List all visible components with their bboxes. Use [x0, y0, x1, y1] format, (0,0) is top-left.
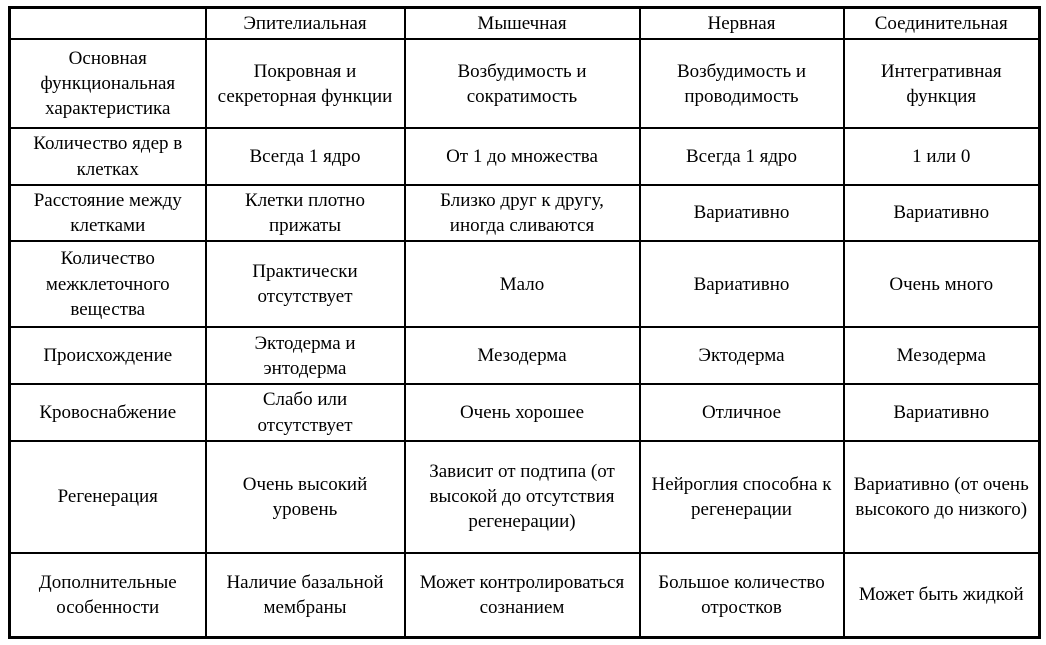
- table-cell: Возбудимость и проводимость: [640, 39, 844, 128]
- table-cell: Нейроглия способна к регенерации: [640, 441, 844, 553]
- table-cell: Эктодерма: [640, 327, 844, 384]
- row-header: Количество ядер в клетках: [10, 128, 206, 185]
- table-row: [10, 441, 1040, 553]
- row-header: Происхождение: [10, 327, 206, 384]
- table-row: [10, 553, 1040, 638]
- table-cell: Очень высокий уровень: [206, 441, 405, 553]
- table-row: [10, 39, 1040, 128]
- table-cell: Покровная и секреторная функции: [206, 39, 405, 128]
- column-header-nervous: Нервная: [640, 8, 844, 40]
- table-body: [10, 39, 1040, 638]
- table-cell: Мало: [405, 241, 640, 327]
- row-header: Дополнительные особенности: [10, 553, 206, 638]
- column-header-connective: Соединительная: [844, 8, 1040, 40]
- table-cell: Может быть жидкой: [844, 553, 1040, 638]
- row-header: Количество межклеточного вещества: [10, 241, 206, 327]
- table-cell: Зависит от подтипа (от высокой до отсутствия регенерации): [405, 441, 640, 553]
- row-header: Основная функциональная характеристика: [10, 39, 206, 128]
- table-cell: Большое количество отростков: [640, 553, 844, 638]
- table-row: [10, 185, 1040, 242]
- table-cell: Эктодерма и энтодерма: [206, 327, 405, 384]
- table-cell: Наличие базальной мембраны: [206, 553, 405, 638]
- table-cell: Слабо или отсутствует: [206, 384, 405, 441]
- table-row: [10, 384, 1040, 441]
- table-cell: Вариативно: [640, 241, 844, 327]
- table-cell: От 1 до множества: [405, 128, 640, 185]
- column-header-muscular: Мышечная: [405, 8, 640, 40]
- row-header: Расстояние между клетками: [10, 185, 206, 242]
- table-cell: Вариативно: [844, 185, 1040, 242]
- column-header-epithelial: Эпителиальная: [206, 8, 405, 40]
- table-cell: Вариативно: [640, 185, 844, 242]
- table-row: [10, 241, 1040, 327]
- table-cell: 1 или 0: [844, 128, 1040, 185]
- table-cell: Вариативно: [844, 384, 1040, 441]
- table-cell: Мезодерма: [844, 327, 1040, 384]
- table-cell: Всегда 1 ядро: [640, 128, 844, 185]
- tissue-comparison-table: [8, 6, 1041, 639]
- table-row: [10, 327, 1040, 384]
- header-row: [10, 8, 1040, 40]
- table-cell: Близко друг к другу, иногда сливаются: [405, 185, 640, 242]
- table-cell: Практически отсутствует: [206, 241, 405, 327]
- table-row: [10, 128, 1040, 185]
- table-cell: Очень хорошее: [405, 384, 640, 441]
- table-cell: Интегративная функция: [844, 39, 1040, 128]
- table-cell: Мезодерма: [405, 327, 640, 384]
- table-cell: Клетки плотно прижаты: [206, 185, 405, 242]
- table-cell: Очень много: [844, 241, 1040, 327]
- table-cell: Отличное: [640, 384, 844, 441]
- column-header-empty: [10, 8, 206, 40]
- row-header: Кровоснабжение: [10, 384, 206, 441]
- row-header: Регенерация: [10, 441, 206, 553]
- table-cell: Может контролироваться сознанием: [405, 553, 640, 638]
- table-cell: Всегда 1 ядро: [206, 128, 405, 185]
- table-cell: Возбудимость и сократимость: [405, 39, 640, 128]
- table-cell: Вариативно (от очень высокого до низкого): [844, 441, 1040, 553]
